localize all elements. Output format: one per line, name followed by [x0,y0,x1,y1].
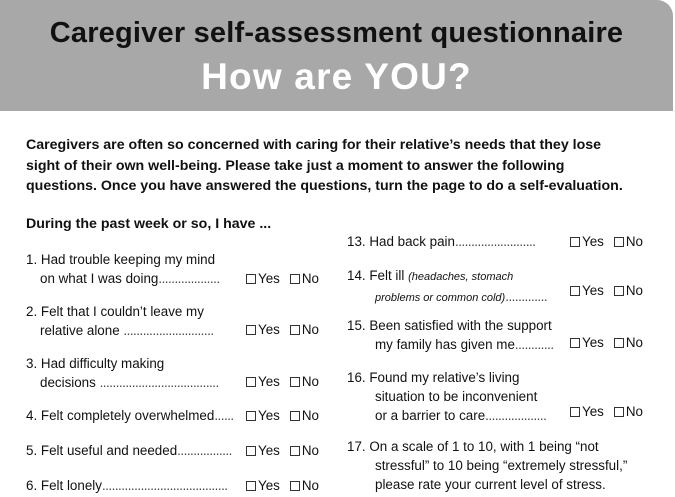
yes-checkbox[interactable]: Yes [246,271,280,286]
checkbox-icon[interactable] [246,325,256,335]
question-15: 15. Been satisfied with the support my family has given me............ [347,318,554,352]
page-subtitle: How are YOU? [201,56,472,97]
yes-checkbox[interactable]: Yes [570,283,604,298]
question-17: 17. On a scale of 1 to 10, with 1 being “not stressful” to 10 being “extremely stressful,” please rate your current level of stress. [347,439,628,492]
no-checkbox[interactable]: No [614,335,643,350]
answer-options-6 [246,478,319,493]
checkbox-icon[interactable] [614,237,624,247]
no-checkbox[interactable]: No [290,322,319,337]
answer-options-15 [570,335,643,350]
question-5: 5. Felt useful and needed................. [26,443,232,458]
yes-checkbox[interactable]: Yes [246,408,280,423]
question-6: 6. Felt lonely....................................... [26,478,228,493]
answer-options-16 [570,404,643,419]
checkbox-icon[interactable] [246,481,256,491]
question-2: 2. Felt that I couldn’t leave my relative alone ............................ [26,304,214,338]
yes-checkbox[interactable]: Yes [570,234,604,249]
no-checkbox[interactable]: No [290,408,319,423]
question-16: 16. Found my relative’s living situation to be inconvenient or a barrier to care................... [347,370,547,423]
no-checkbox[interactable]: No [290,271,319,286]
checkbox-icon[interactable] [614,338,624,348]
answer-options-13 [570,234,643,249]
checkbox-icon[interactable] [570,237,580,247]
yes-checkbox[interactable]: Yes [246,322,280,337]
question-14: 14. Felt ill (headaches, stomach problems or common cold)............. [347,268,548,304]
answer-options-1 [246,271,319,286]
checkbox-icon[interactable] [246,274,256,284]
yes-checkbox[interactable]: Yes [246,374,280,389]
checkbox-icon[interactable] [570,407,580,417]
no-checkbox[interactable]: No [290,443,319,458]
header-banner [0,0,673,111]
checkbox-icon[interactable] [246,411,256,421]
checkbox-icon[interactable] [290,325,300,335]
section-subheading: During the past week or so, I have ... [26,216,272,232]
intro-paragraph: Caregivers are often so concerned with caring for their relative’s needs that they lose sight of their own well-being. Please take just a moment to answer the following questions. Once you have answered the questions, turn the page to do a self-evaluation. [26,137,623,194]
checkbox-icon[interactable] [614,286,624,296]
yes-checkbox[interactable]: Yes [570,404,604,419]
no-checkbox[interactable]: No [290,374,319,389]
question-4: 4. Felt completely overwhelmed...... [26,408,234,423]
question-text: Had trouble keeping my mind [40,252,216,267]
question-13: 13. Had back pain......................... [347,234,536,249]
no-checkbox[interactable]: No [614,404,643,419]
checkbox-icon[interactable] [290,446,300,456]
answer-options-3 [246,374,319,389]
answer-options-4 [246,408,319,423]
page-title: Caregiver self-assessment questionnaire [49,17,624,49]
checkbox-icon[interactable] [246,377,256,387]
answer-options-2 [246,322,319,337]
question-3: 3. Had difficulty making decisions ..................................... [26,356,219,390]
checkbox-icon[interactable] [290,274,300,284]
checkbox-icon[interactable] [570,338,580,348]
checkbox-icon[interactable] [290,411,300,421]
yes-checkbox[interactable]: Yes [570,335,604,350]
answer-options-5 [246,443,319,458]
yes-checkbox[interactable]: Yes [246,478,280,493]
answer-options-14 [570,283,643,298]
yes-checkbox[interactable]: Yes [246,443,280,458]
checkbox-icon[interactable] [570,286,580,296]
no-checkbox[interactable]: No [614,234,643,249]
no-checkbox[interactable]: No [290,478,319,493]
checkbox-icon[interactable] [290,377,300,387]
question-number: 1. [26,252,38,267]
checkbox-icon[interactable] [246,446,256,456]
question-1: 1. Had trouble keeping my mind on what I was doing................... [26,252,220,286]
checkbox-icon[interactable] [614,407,624,417]
checkbox-icon[interactable] [290,481,300,491]
no-checkbox[interactable]: No [614,283,643,298]
